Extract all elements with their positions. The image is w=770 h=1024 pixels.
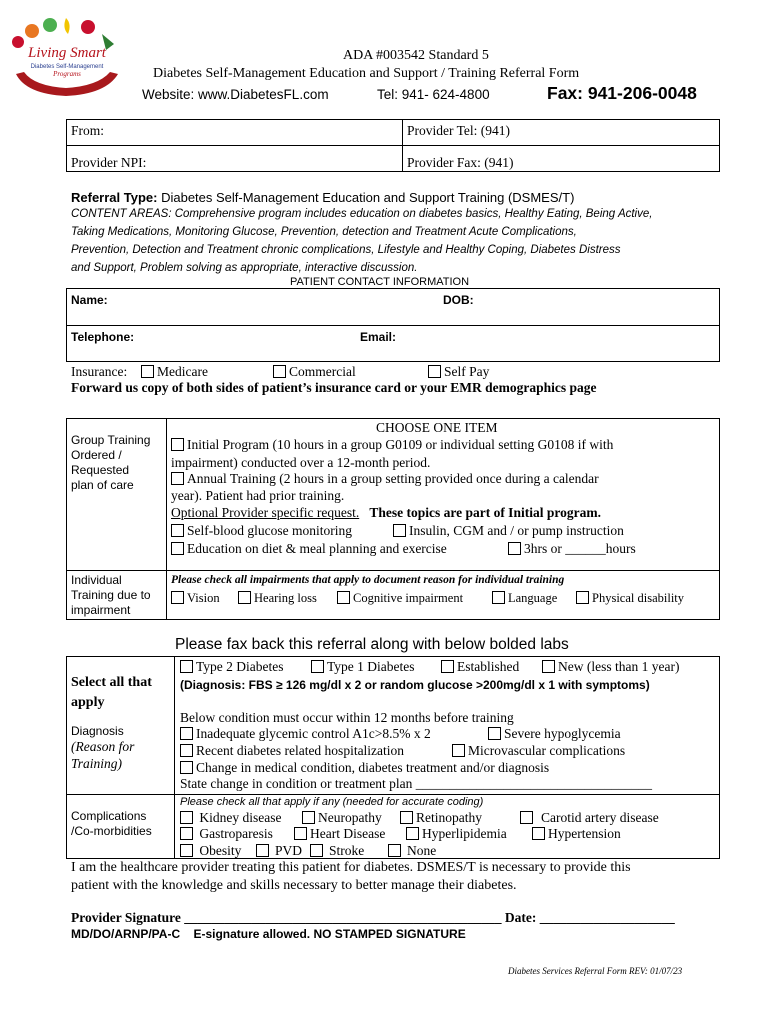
obesity-checkbox[interactable]	[180, 844, 193, 857]
pvd-option[interactable]: PVD	[256, 843, 302, 859]
physical-checkbox[interactable]	[576, 591, 589, 604]
patient-telephone-field[interactable]: Telephone:	[71, 330, 135, 344]
initial-program-line-2: impairment) conducted over a 12-month period.	[171, 455, 431, 470]
hypertension-checkbox[interactable]	[532, 827, 545, 840]
complications-label: Complications /Co-morbidities	[71, 809, 152, 838]
content-areas-line-4: and Support, Problem solving as appropriate, interactive discussion.	[71, 262, 418, 274]
website: Website: www.DiabetesFL.com	[142, 87, 329, 102]
new-checkbox[interactable]	[542, 660, 555, 673]
hearing-option[interactable]: Hearing loss	[238, 591, 317, 606]
topics-note: These topics are part of Initial program.	[369, 505, 601, 520]
logo-subtext: Diabetes Self-Management	[30, 64, 104, 70]
form-title: Diabetes Self-Management Education and Support / Training Referral Form	[153, 66, 580, 81]
type2-checkbox[interactable]	[180, 660, 193, 673]
physical-option[interactable]: Physical disability	[576, 591, 684, 606]
microvascular-checkbox[interactable]	[452, 744, 465, 757]
logo	[6, 14, 128, 98]
kidney-option[interactable]: Kidney disease	[180, 810, 281, 826]
diagnosis-label: Diagnosis	[71, 724, 124, 738]
choose-one-title: CHOOSE ONE ITEM	[376, 420, 498, 435]
carotid-checkbox[interactable]	[520, 811, 533, 824]
recent-hospitalization-option[interactable]: Recent diabetes related hospitalization	[180, 743, 404, 759]
recent-hospitalization-checkbox[interactable]	[180, 744, 193, 757]
microvascular-option[interactable]: Microvascular complications	[452, 743, 625, 759]
ada-standard: ADA #003542 Standard 5	[343, 48, 489, 63]
vision-checkbox[interactable]	[171, 591, 184, 604]
provider-signature-line[interactable]: Provider Signature _______________________________________________ Date: ____________________	[71, 910, 675, 925]
complications-note: Please check all that apply if any (needed for accurate coding)	[180, 796, 484, 808]
insurance-row	[71, 364, 127, 380]
retinopathy-option[interactable]: Retinopathy	[400, 810, 482, 826]
content-areas-line-2: Taking Medications, Monitoring Glucose, Prevention, detection and Treatment Acute Complications,	[71, 226, 577, 238]
phone: Tel: 941- 624-4800	[377, 87, 490, 102]
change-condition-checkbox[interactable]	[180, 761, 193, 774]
content-areas-line-1: CONTENT AREAS: Comprehensive program includes education on diabetes basics, Healthy Eating, Being Active,	[71, 208, 653, 220]
stroke-option[interactable]: Stroke	[310, 843, 364, 859]
optional-request-label: Optional Provider specific request.	[171, 505, 360, 520]
pvd-checkbox[interactable]	[256, 844, 269, 857]
carotid-option[interactable]: Carotid artery disease	[520, 810, 659, 826]
patient-email-field[interactable]: Email:	[360, 330, 397, 344]
fax-back-title: Please fax back this referral along with below bolded labs	[175, 636, 569, 653]
select-all-label: Select all that apply	[71, 675, 152, 710]
heart-disease-option[interactable]: Heart Disease	[294, 826, 385, 842]
hypertension-option[interactable]: Hypertension	[532, 826, 621, 842]
insurance-medicare[interactable]: Medicare	[141, 364, 208, 380]
kidney-checkbox[interactable]	[180, 811, 193, 824]
inadequate-checkbox[interactable]	[180, 727, 193, 740]
gastroparesis-option[interactable]: Gastroparesis	[180, 826, 273, 842]
patient-dob-field[interactable]: DOB:	[443, 293, 474, 307]
medicare-checkbox[interactable]	[141, 365, 154, 378]
insurance-selfpay[interactable]: Self Pay	[428, 364, 489, 380]
referral-type-value: Diabetes Self-Management Education and Support Training (DSMES/T)	[157, 190, 575, 205]
below-condition-note: Below condition must occur within 12 months before training	[180, 710, 514, 725]
logo-text: Living Smart	[28, 45, 106, 61]
fax-number: Fax: 941-206-0048	[547, 83, 697, 103]
hearing-checkbox[interactable]	[238, 591, 251, 604]
stroke-checkbox[interactable]	[310, 844, 323, 857]
patient-contact-title: PATIENT CONTACT INFORMATION	[290, 276, 470, 288]
established-option[interactable]: Established	[441, 659, 519, 675]
initial-program-option[interactable]: Initial Program (10 hours in a group G0109 or individual setting G0108 if with	[171, 437, 613, 453]
insulin-checkbox[interactable]	[393, 524, 406, 537]
sbgm-option[interactable]: Self-blood glucose monitoring	[171, 523, 352, 539]
annual-training-checkbox[interactable]	[171, 472, 184, 485]
obesity-option[interactable]: Obesity	[180, 843, 241, 859]
hyperlipidemia-option[interactable]: Hyperlipidemia	[406, 826, 507, 842]
diagnosis-criteria: (Diagnosis: FBS ≥ 126 mg/dl x 2 or random glucose >200mg/dl x 1 with symptoms)	[180, 678, 650, 692]
provider-npi-field[interactable]: Provider NPI:	[71, 155, 147, 170]
neuropathy-option[interactable]: Neuropathy	[302, 810, 382, 826]
new-option[interactable]: New (less than 1 year)	[542, 659, 679, 675]
diet-option[interactable]: Education on diet & meal planning and exercise	[171, 541, 447, 557]
commercial-checkbox[interactable]	[273, 365, 286, 378]
patient-name-field[interactable]: Name:	[71, 293, 108, 307]
language-option[interactable]: Language	[492, 591, 557, 606]
cognitive-checkbox[interactable]	[337, 591, 350, 604]
logo-graphic	[6, 14, 128, 98]
heart-disease-checkbox[interactable]	[294, 827, 307, 840]
none-option[interactable]: None	[388, 843, 436, 859]
hypoglycemia-option[interactable]: Severe hypoglycemia	[488, 726, 621, 742]
cognitive-option[interactable]: Cognitive impairment	[337, 591, 463, 606]
provider-tel-field[interactable]: Provider Tel: (941)	[407, 123, 511, 138]
insulin-option[interactable]: Insulin, CGM and / or pump instruction	[393, 523, 624, 539]
gastroparesis-checkbox[interactable]	[180, 827, 193, 840]
form-revision: Diabetes Services Referral Form REV: 01/07/23	[508, 966, 683, 976]
annual-training-line-2: year). Patient had prior training.	[171, 488, 345, 503]
hours-option[interactable]: 3hrs or ______hours	[508, 541, 636, 557]
reason-label: (Reason for Training)	[71, 739, 135, 771]
type1-checkbox[interactable]	[311, 660, 324, 673]
impairment-note: Please check all impairments that apply to document reason for individual training	[171, 574, 565, 586]
type1-option[interactable]: Type 1 Diabetes	[311, 659, 415, 675]
from-field[interactable]: From:	[71, 123, 105, 138]
individual-training-label: Individual Training due to impairment	[71, 573, 151, 617]
referral-type-label: Referral Type:	[71, 190, 158, 205]
diet-checkbox[interactable]	[171, 542, 184, 555]
optional-request	[171, 505, 601, 521]
state-change-line[interactable]: State change in condition or treatment plan ___________________________________	[180, 776, 653, 791]
signature-credentials: MD/DO/ARNP/PA-C E-signature allowed. NO STAMPED SIGNATURE	[71, 927, 466, 941]
vision-option[interactable]: Vision	[171, 591, 220, 606]
hyperlipidemia-checkbox[interactable]	[406, 827, 419, 840]
established-checkbox[interactable]	[441, 660, 454, 673]
language-checkbox[interactable]	[492, 591, 505, 604]
annual-training-option[interactable]: Annual Training (2 hours in a group setting provided once during a calendar	[171, 471, 599, 487]
initial-program-checkbox[interactable]	[171, 438, 184, 451]
provider-fax-field[interactable]: Provider Fax: (941)	[407, 155, 514, 170]
inadequate-option[interactable]: Inadequate glycemic control A1c>8.5% x 2	[180, 726, 431, 742]
logo-subtext2: Programs	[53, 70, 81, 78]
insurance-commercial[interactable]: Commercial	[273, 364, 356, 380]
none-checkbox[interactable]	[388, 844, 401, 857]
attestation-line-2: patient with the knowledge and skills necessary to better manage their diabetes.	[71, 878, 517, 893]
hypoglycemia-checkbox[interactable]	[488, 727, 501, 740]
type2-option[interactable]: Type 2 Diabetes	[180, 659, 284, 675]
hours-checkbox[interactable]	[508, 542, 521, 555]
retinopathy-checkbox[interactable]	[400, 811, 413, 824]
neuropathy-checkbox[interactable]	[302, 811, 315, 824]
esignature-note: E-signature allowed. NO STAMPED SIGNATURE	[193, 927, 466, 941]
content-areas-line-3: Prevention, Detection and Treatment chronic complications, Lifestyle and Healthy Coping, Diabetes Distress	[71, 244, 621, 256]
change-condition-option[interactable]: Change in medical condition, diabetes treatment and/or diagnosis	[180, 760, 549, 776]
group-training-label: Group Training Ordered / Requested plan of care	[71, 433, 151, 492]
referral-type	[71, 190, 574, 205]
selfpay-checkbox[interactable]	[428, 365, 441, 378]
forward-insurance-note: Forward us copy of both sides of patient’s insurance card or your EMR demographics page	[71, 380, 597, 395]
attestation-line-1: I am the healthcare provider treating this patient for diabetes. DSMES/T is necessary to provide this	[71, 860, 631, 875]
sbgm-checkbox[interactable]	[171, 524, 184, 537]
insurance-label: Insurance:	[71, 364, 128, 379]
